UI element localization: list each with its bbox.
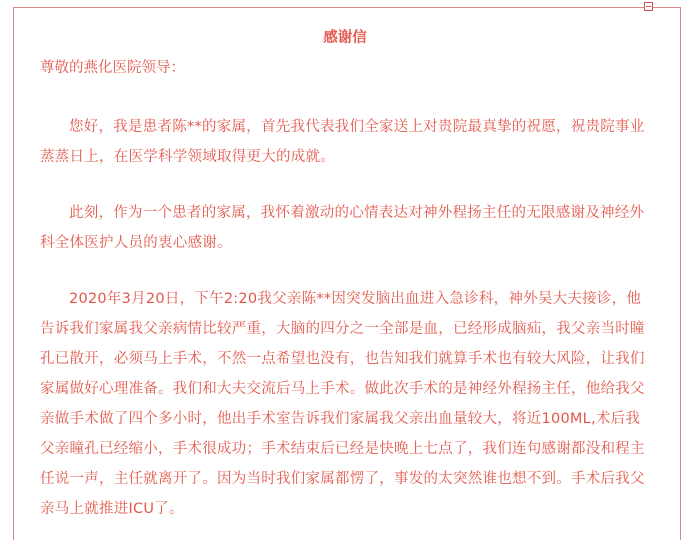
letter-title: 感谢信 — [323, 30, 367, 46]
letter-salutation: 尊敬的燕化医院领导： — [40, 60, 185, 76]
collapse-icon[interactable] — [644, 2, 653, 11]
letter-paragraph: 2020年3月20日，下午2:20我父亲陈**因突发脑出血进入急诊科，神外吴大夫接诊，他告诉我们家属我父亲病情比较严重，大脑的四分之一全部是血，已经形成脑疝，我父亲当时瞳孔已散开，必须马上手术，不然一点希望也没有，也告知我们就算手术也有较大风险，让我们家属做好心理准备。我们和大夫交流后马上手术。做此次手术的是神经外程扬主任，他给我父亲做手术做了四个多小时，他出手术室告诉我们家属我父亲出血量较大，将近100ML,术后我父亲瞳孔已经缩小，手术很成功；手术结束后已经是快晚上七点了，我们连句感谢都没和程主任说一声，主任就离开了。因为当时我们家属都愣了，事发的太突然谁也想不到。手术后我父亲马上就推进ICU了。 — [40, 291, 645, 517]
letter-paragraph: 此刻，作为一个患者的家属，我怀着激动的心情表达对神外程扬主任的无限感谢及神经外科全体医护人员的衷心感谢。 — [40, 205, 645, 251]
letter-paragraph: 您好，我是患者陈**的家属，首先我代表我们全家送上对贵院最真挚的祝愿，祝贵院事业蒸蒸日上，在医学科学领域取得更大的成就。 — [40, 119, 645, 165]
letter-body — [40, 26, 650, 524]
